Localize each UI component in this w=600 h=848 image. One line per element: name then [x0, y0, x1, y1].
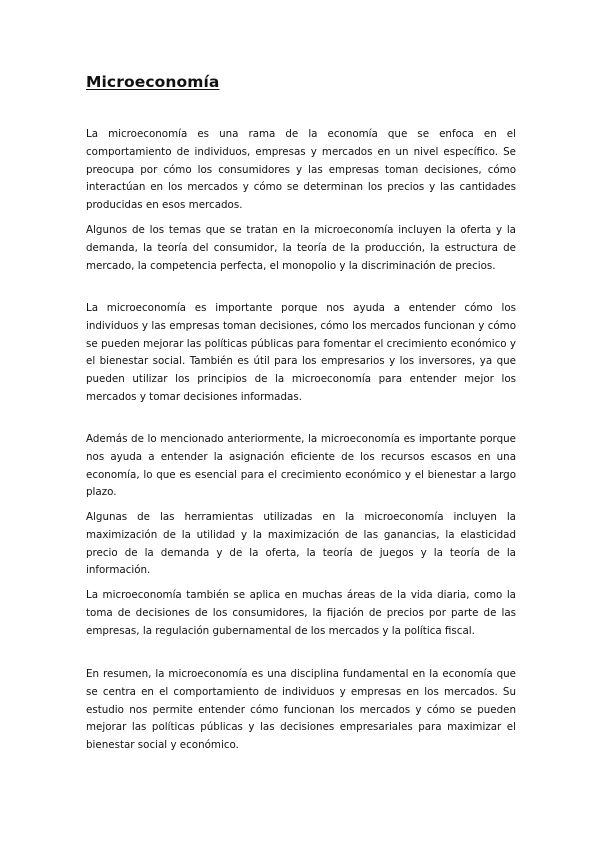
paragraph-importance: La microeconomía es importante porque nos ayuda a entender cómo los individuos y las empresas toman decisiones, cómo los mercados funcionan y cómo se pueden mejorar las políticas públicas para fomentar el crecimiento económico y el bienestar social. También es útil para los empresarios y los inversores, ya que pueden utilizar los principios de la microeconomía para entender mejor los mercados y tomar decisiones informadas.	[86, 302, 516, 403]
paragraph-definition: La microeconomía es una rama de la economía que se enfoca en el comportamiento de individuos, empresas y mercados en un nivel específico. Se preocupa por cómo los consumidores y las empresas toman decisiones, cómo interactúan en los mercados y cómo se determinan los precios y las cantidades producidas en esos mercados.	[86, 128, 516, 212]
paragraph-applications: La microeconomía también se aplica en muchas áreas de la vida diaria, como la toma de decisiones de los consumidores, la fijación de precios por parte de las empresas, la regulación gubernamental de los mercados y la política fiscal.	[86, 589, 516, 637]
document-title: Microeconomía	[86, 73, 220, 91]
paragraph-tools: Algunas de las herramientas utilizadas en la microeconomía incluyen la maximización de la utilidad y la maximización de las ganancias, la elasticidad precio de la demanda y de la oferta, la teoría de juegos y la teoría de la información.	[86, 511, 516, 577]
paragraph-topics: Algunos de los temas que se tratan en la microeconomía incluyen la oferta y la demanda, la teoría del consumidor, la teoría de la producción, la estructura de mercado, la competencia perfecta, el monopolio y la discriminación de precios.	[86, 224, 516, 272]
paragraph-efficient-allocation: Además de lo mencionado anteriormente, la microeconomía es importante porque nos ayuda a entender la asignación eficiente de los recursos escasos en una economía, lo que es esencial para el crecimiento económico y el bienestar a largo plazo.	[86, 433, 516, 499]
paragraph-summary: En resumen, la microeconomía es una disciplina fundamental en la economía que se centra en el comportamiento de individuos y empresas en los mercados. Su estudio nos permite entender cómo funcionan los mercados y cómo se pueden mejorar las políticas públicas y las decisiones empresariales para maximizar el bienestar social y económico.	[86, 668, 516, 752]
